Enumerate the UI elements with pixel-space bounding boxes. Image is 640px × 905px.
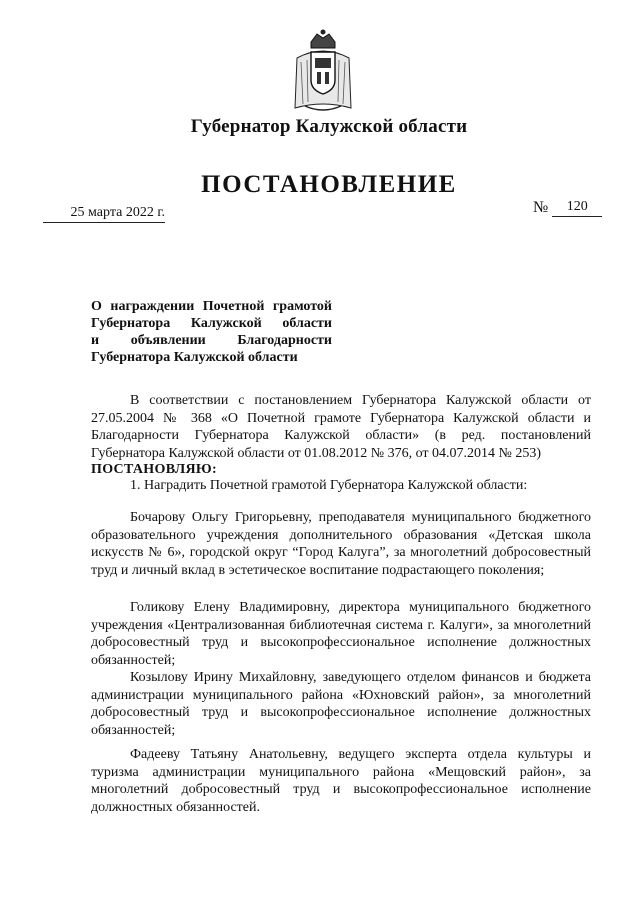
document-type-title: ПОСТАНОВЛЕНИЕ <box>201 171 457 198</box>
document-subject <box>91 298 332 366</box>
document-number <box>533 199 602 217</box>
awardee-paragraph: Голикову Елену Владимировну, директора муниципального бюджетного учреждения «Централизованная библиотечная система г. Калуги», за многолетний добросовестный труд и высокопрофессиональное исполнение должностных обязанностей; <box>91 600 591 668</box>
document-date: 25 марта 2022 г. <box>43 205 165 223</box>
number-value: 120 <box>552 199 602 217</box>
awardee-paragraph: Фадееву Татьяну Анатольевну, ведущего эксперта отдела культуры и туризма администрации муниципального района «Мещовский район», за многолетний добросовестный труд и высокопрофессиональное исполнение должностных обязанностей. <box>91 747 591 815</box>
point-1: 1. Наградить Почетной грамотой Губернатора Калужской области: <box>130 478 528 493</box>
preamble-paragraph: В соответствии с постановлением Губернатора Калужской области от 27.05.2004 № 368 «О Почетной грамоте Губернатора Калужской области и Благодарности Губернатора Калужской области» (в ред. постановлений Губернатора Калужской области от 01.08.2012 № 376, от 04.07.2014 № 253) <box>91 393 591 461</box>
number-sign: № <box>533 199 549 216</box>
issuing-authority: Губернатор Калужской области <box>190 116 468 137</box>
subject-line: Губернатора Калужской области <box>91 350 298 365</box>
awardee-paragraph: Бочарову Ольгу Григорьевну, преподавателя муниципального бюджетного образовательного учреждения дополнительного образования «Детская школа искусств № 6», городской округ “Город Калуга”, за многолетний добросовестный труд и личный вклад в эстетическое воспитание подрастающего поколения; <box>91 510 591 578</box>
decree-word: ПОСТАНОВЛЯЮ: <box>91 462 217 477</box>
subject-line: и объявлении Благодарности <box>91 333 332 348</box>
subject-line: Губернатора Калужской области <box>91 316 332 331</box>
awardee-paragraph: Козылову Ирину Михайловну, заведующего отделом финансов и бюджета администрации муниципального района «Юхновский район», за многолетний добросовестный труд и высокопрофессиональное исполнение должностных обязанностей; <box>91 670 591 738</box>
coat-of-arms-icon <box>291 28 355 114</box>
subject-line: О награждении Почетной грамотой <box>91 299 332 314</box>
